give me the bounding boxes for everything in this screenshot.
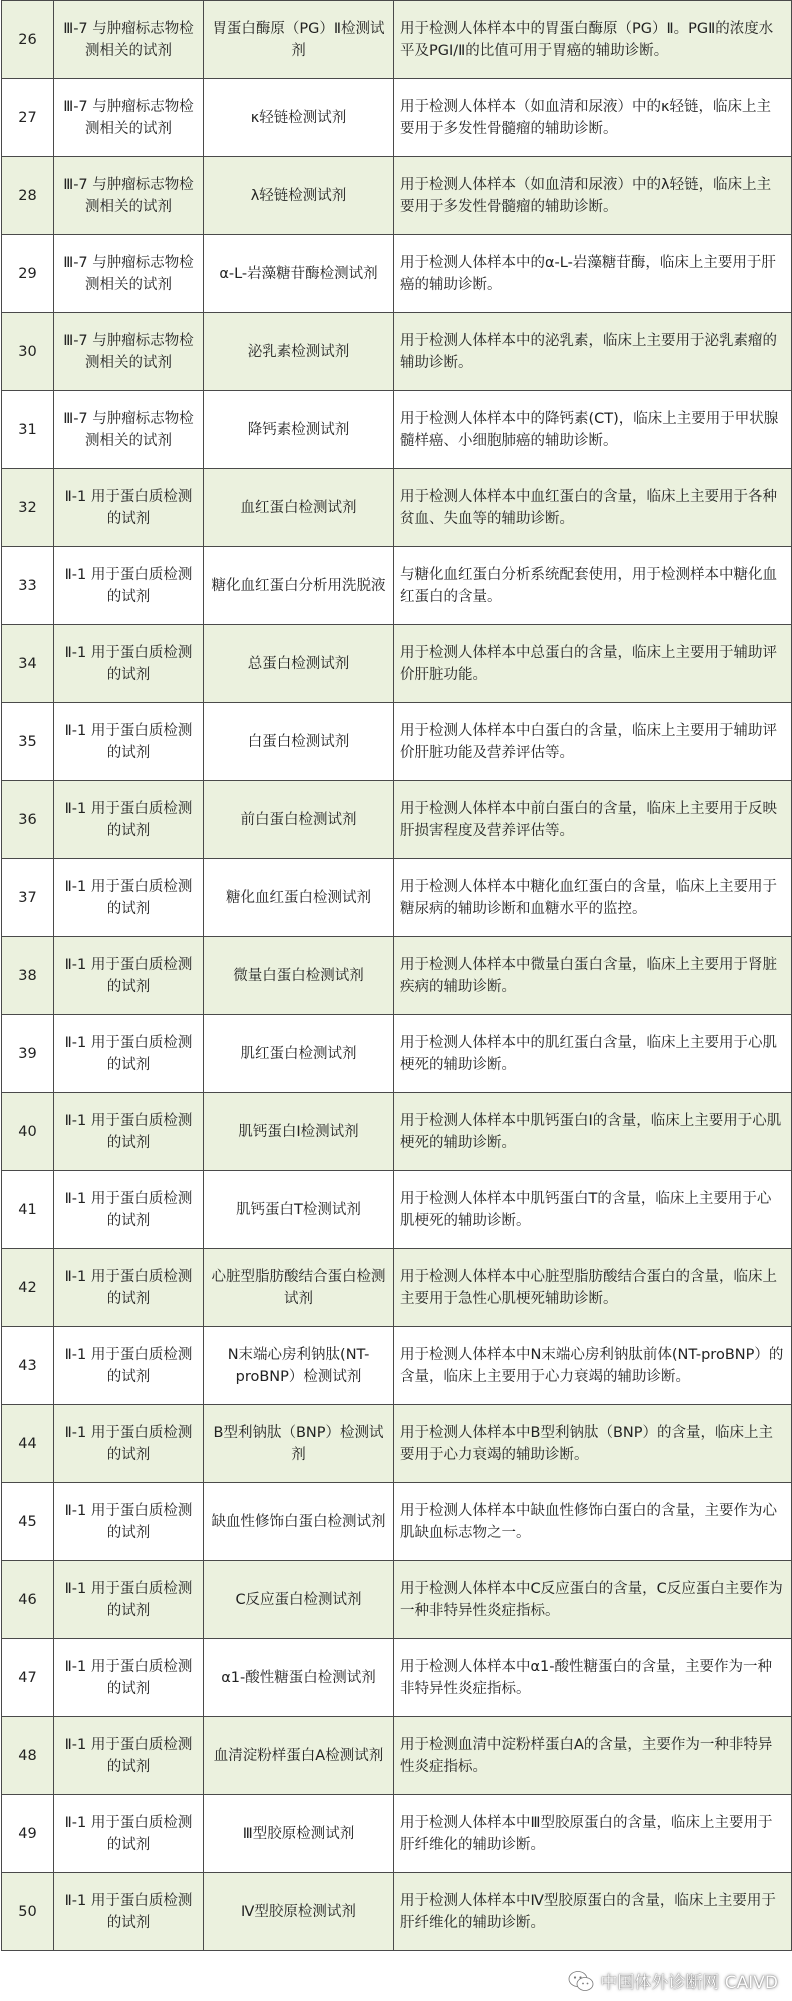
row-intended-use: 用于检测人体样本中的肌红蛋白含量，临床上主要用于心肌梗死的辅助诊断。 (394, 1015, 792, 1093)
row-intended-use: 用于检测人体样本中肌钙蛋白I的含量，临床上主要用于心肌梗死的辅助诊断。 (394, 1093, 792, 1171)
row-reagent-name: α-L-岩藻糖苷酶检测试剂 (204, 235, 394, 313)
row-reagent-name: 泌乳素检测试剂 (204, 313, 394, 391)
row-reagent-name: Ⅲ型胶原检测试剂 (204, 1795, 394, 1873)
table-row (2, 1483, 792, 1561)
row-reagent-name: 降钙素检测试剂 (204, 391, 394, 469)
row-category: Ⅱ-1 用于蛋白质检测的试剂 (54, 1483, 204, 1561)
row-reagent-name: λ轻链检测试剂 (204, 157, 394, 235)
row-number: 28 (2, 157, 54, 235)
table-row (2, 1, 792, 79)
table-row (2, 1873, 792, 1951)
table-row (2, 1405, 792, 1483)
row-category: Ⅲ-7 与肿瘤标志物检测相关的试剂 (54, 313, 204, 391)
row-reagent-name: 肌钙蛋白T检测试剂 (204, 1171, 394, 1249)
row-number: 35 (2, 703, 54, 781)
row-reagent-name: Ⅳ型胶原检测试剂 (204, 1873, 394, 1951)
row-intended-use: 用于检测人体样本中N末端心房利钠肽前体(NT-proBNP）的含量，临床上主要用于心力衰竭的辅助诊断。 (394, 1327, 792, 1405)
row-number: 49 (2, 1795, 54, 1873)
row-intended-use: 用于检测血清中淀粉样蛋白A的含量，主要作为一种非特异性炎症指标。 (394, 1717, 792, 1795)
table-row (2, 79, 792, 157)
row-intended-use: 与糖化血红蛋白分析系统配套使用，用于检测样本中糖化血红蛋白的含量。 (394, 547, 792, 625)
row-category: Ⅱ-1 用于蛋白质检测的试剂 (54, 1873, 204, 1951)
table-row (2, 1795, 792, 1873)
row-intended-use: 用于检测人体样本中的胃蛋白酶原（PG）Ⅱ。PGⅡ的浓度水平及PGI/Ⅱ的比值可用于胃癌的辅助诊断。 (394, 1, 792, 79)
row-number: 37 (2, 859, 54, 937)
row-category: Ⅱ-1 用于蛋白质检测的试剂 (54, 547, 204, 625)
row-number: 36 (2, 781, 54, 859)
row-reagent-name: κ轻链检测试剂 (204, 79, 394, 157)
row-category: Ⅱ-1 用于蛋白质检测的试剂 (54, 1171, 204, 1249)
row-category: Ⅱ-1 用于蛋白质检测的试剂 (54, 1405, 204, 1483)
row-number: 29 (2, 235, 54, 313)
row-intended-use: 用于检测人体样本中的α-L-岩藻糖苷酶，临床上主要用于肝癌的辅助诊断。 (394, 235, 792, 313)
row-number: 48 (2, 1717, 54, 1795)
row-category: Ⅲ-7 与肿瘤标志物检测相关的试剂 (54, 1, 204, 79)
row-intended-use: 用于检测人体样本中血红蛋白的含量，临床上主要用于各种贫血、失血等的辅助诊断。 (394, 469, 792, 547)
row-number: 43 (2, 1327, 54, 1405)
row-reagent-name: N末端心房利钠肽(NT-proBNP）检测试剂 (204, 1327, 394, 1405)
watermark-text: 中国体外诊断网 CAIVD (600, 1973, 778, 1993)
row-reagent-name: 胃蛋白酶原（PG）Ⅱ检测试剂 (204, 1, 394, 79)
row-category: Ⅱ-1 用于蛋白质检测的试剂 (54, 937, 204, 1015)
row-category: Ⅱ-1 用于蛋白质检测的试剂 (54, 1015, 204, 1093)
row-intended-use: 用于检测人体样本中糖化血红蛋白的含量，临床上主要用于糖尿病的辅助诊断和血糖水平的监控。 (394, 859, 792, 937)
row-intended-use: 用于检测人体样本中C反应蛋白的含量，C反应蛋白主要作为一种非特异性炎症指标。 (394, 1561, 792, 1639)
row-category: Ⅱ-1 用于蛋白质检测的试剂 (54, 1093, 204, 1171)
row-reagent-name: 肌钙蛋白I检测试剂 (204, 1093, 394, 1171)
row-reagent-name: 糖化血红蛋白检测试剂 (204, 859, 394, 937)
row-category: Ⅲ-7 与肿瘤标志物检测相关的试剂 (54, 79, 204, 157)
row-reagent-name: 血清淀粉样蛋白A检测试剂 (204, 1717, 394, 1795)
table-row (2, 781, 792, 859)
row-reagent-name: B型利钠肽（BNP）检测试剂 (204, 1405, 394, 1483)
row-reagent-name: α1-酸性糖蛋白检测试剂 (204, 1639, 394, 1717)
table-row (2, 1717, 792, 1795)
row-number: 50 (2, 1873, 54, 1951)
row-number: 39 (2, 1015, 54, 1093)
row-category: Ⅱ-1 用于蛋白质检测的试剂 (54, 1327, 204, 1405)
row-number: 32 (2, 469, 54, 547)
row-number: 31 (2, 391, 54, 469)
row-reagent-name: 前白蛋白检测试剂 (204, 781, 394, 859)
row-reagent-name: 微量白蛋白检测试剂 (204, 937, 394, 1015)
row-reagent-name: C反应蛋白检测试剂 (204, 1561, 394, 1639)
table-row (2, 547, 792, 625)
row-number: 33 (2, 547, 54, 625)
row-number: 44 (2, 1405, 54, 1483)
row-category: Ⅱ-1 用于蛋白质检测的试剂 (54, 859, 204, 937)
table-row (2, 937, 792, 1015)
row-number: 34 (2, 625, 54, 703)
row-number: 41 (2, 1171, 54, 1249)
table-row (2, 1327, 792, 1405)
row-intended-use: 用于检测人体样本中缺血性修饰白蛋白的含量，主要作为心肌缺血标志物之一。 (394, 1483, 792, 1561)
row-reagent-name: 缺血性修饰白蛋白检测试剂 (204, 1483, 394, 1561)
table-row (2, 1093, 792, 1171)
row-category: Ⅱ-1 用于蛋白质检测的试剂 (54, 625, 204, 703)
table-row (2, 859, 792, 937)
row-category: Ⅱ-1 用于蛋白质检测的试剂 (54, 469, 204, 547)
row-category: Ⅲ-7 与肿瘤标志物检测相关的试剂 (54, 391, 204, 469)
row-intended-use: 用于检测人体样本中心脏型脂肪酸结合蛋白的含量，临床上主要用于急性心肌梗死辅助诊断。 (394, 1249, 792, 1327)
row-intended-use: 用于检测人体样本中白蛋白的含量，临床上主要用于辅助评价肝脏功能及营养评估等。 (394, 703, 792, 781)
row-intended-use: 用于检测人体样本中的泌乳素，临床上主要用于泌乳素瘤的辅助诊断。 (394, 313, 792, 391)
wechat-icon (568, 1970, 594, 1992)
table-row (2, 157, 792, 235)
row-intended-use: 用于检测人体样本中Ⅳ型胶原蛋白的含量，临床上主要用于肝纤维化的辅助诊断。 (394, 1873, 792, 1951)
row-category: Ⅲ-7 与肿瘤标志物检测相关的试剂 (54, 157, 204, 235)
row-intended-use: 用于检测人体样本中总蛋白的含量，临床上主要用于辅助评价肝脏功能。 (394, 625, 792, 703)
row-intended-use: 用于检测人体样本中Ⅲ型胶原蛋白的含量，临床上主要用于肝纤维化的辅助诊断。 (394, 1795, 792, 1873)
row-number: 27 (2, 79, 54, 157)
row-intended-use: 用于检测人体样本中微量白蛋白含量，临床上主要用于肾脏疾病的辅助诊断。 (394, 937, 792, 1015)
row-reagent-name: 白蛋白检测试剂 (204, 703, 394, 781)
table-row (2, 625, 792, 703)
row-category: Ⅱ-1 用于蛋白质检测的试剂 (54, 1561, 204, 1639)
row-number: 30 (2, 313, 54, 391)
table-row (2, 1249, 792, 1327)
row-reagent-name: 总蛋白检测试剂 (204, 625, 394, 703)
table-body (2, 1, 792, 1951)
row-intended-use: 用于检测人体样本中α1-酸性糖蛋白的含量，主要作为一种非特异性炎症指标。 (394, 1639, 792, 1717)
row-number: 47 (2, 1639, 54, 1717)
row-number: 42 (2, 1249, 54, 1327)
row-number: 46 (2, 1561, 54, 1639)
table-row (2, 235, 792, 313)
row-intended-use: 用于检测人体样本中肌钙蛋白T的含量，临床上主要用于心肌梗死的辅助诊断。 (394, 1171, 792, 1249)
row-reagent-name: 糖化血红蛋白分析用洗脱液 (204, 547, 394, 625)
table-row (2, 1639, 792, 1717)
row-reagent-name: 血红蛋白检测试剂 (204, 469, 394, 547)
watermark (568, 1968, 778, 1993)
table-row (2, 703, 792, 781)
table-row (2, 469, 792, 547)
row-intended-use: 用于检测人体样本（如血清和尿液）中的λ轻链，临床上主要用于多发性骨髓瘤的辅助诊断。 (394, 157, 792, 235)
table-row (2, 1561, 792, 1639)
row-reagent-name: 肌红蛋白检测试剂 (204, 1015, 394, 1093)
row-intended-use: 用于检测人体样本（如血清和尿液）中的κ轻链，临床上主要用于多发性骨髓瘤的辅助诊断。 (394, 79, 792, 157)
row-intended-use: 用于检测人体样本中的降钙素(CT)，临床上主要用于甲状腺髓样癌、小细胞肺癌的辅助诊断。 (394, 391, 792, 469)
row-number: 38 (2, 937, 54, 1015)
row-category: Ⅲ-7 与肿瘤标志物检测相关的试剂 (54, 235, 204, 313)
reagent-table (1, 0, 792, 1951)
row-intended-use: 用于检测人体样本中B型利钠肽（BNP）的含量，临床上主要用于心力衰竭的辅助诊断。 (394, 1405, 792, 1483)
row-category: Ⅱ-1 用于蛋白质检测的试剂 (54, 1795, 204, 1873)
row-intended-use: 用于检测人体样本中前白蛋白的含量，临床上主要用于反映肝损害程度及营养评估等。 (394, 781, 792, 859)
row-category: Ⅱ-1 用于蛋白质检测的试剂 (54, 703, 204, 781)
table-row (2, 1171, 792, 1249)
row-number: 45 (2, 1483, 54, 1561)
table-row (2, 1015, 792, 1093)
row-number: 26 (2, 1, 54, 79)
table-row (2, 391, 792, 469)
row-reagent-name: 心脏型脂肪酸结合蛋白检测试剂 (204, 1249, 394, 1327)
table-row (2, 313, 792, 391)
row-category: Ⅱ-1 用于蛋白质检测的试剂 (54, 1639, 204, 1717)
row-category: Ⅱ-1 用于蛋白质检测的试剂 (54, 1249, 204, 1327)
row-category: Ⅱ-1 用于蛋白质检测的试剂 (54, 781, 204, 859)
row-number: 40 (2, 1093, 54, 1171)
row-category: Ⅱ-1 用于蛋白质检测的试剂 (54, 1717, 204, 1795)
